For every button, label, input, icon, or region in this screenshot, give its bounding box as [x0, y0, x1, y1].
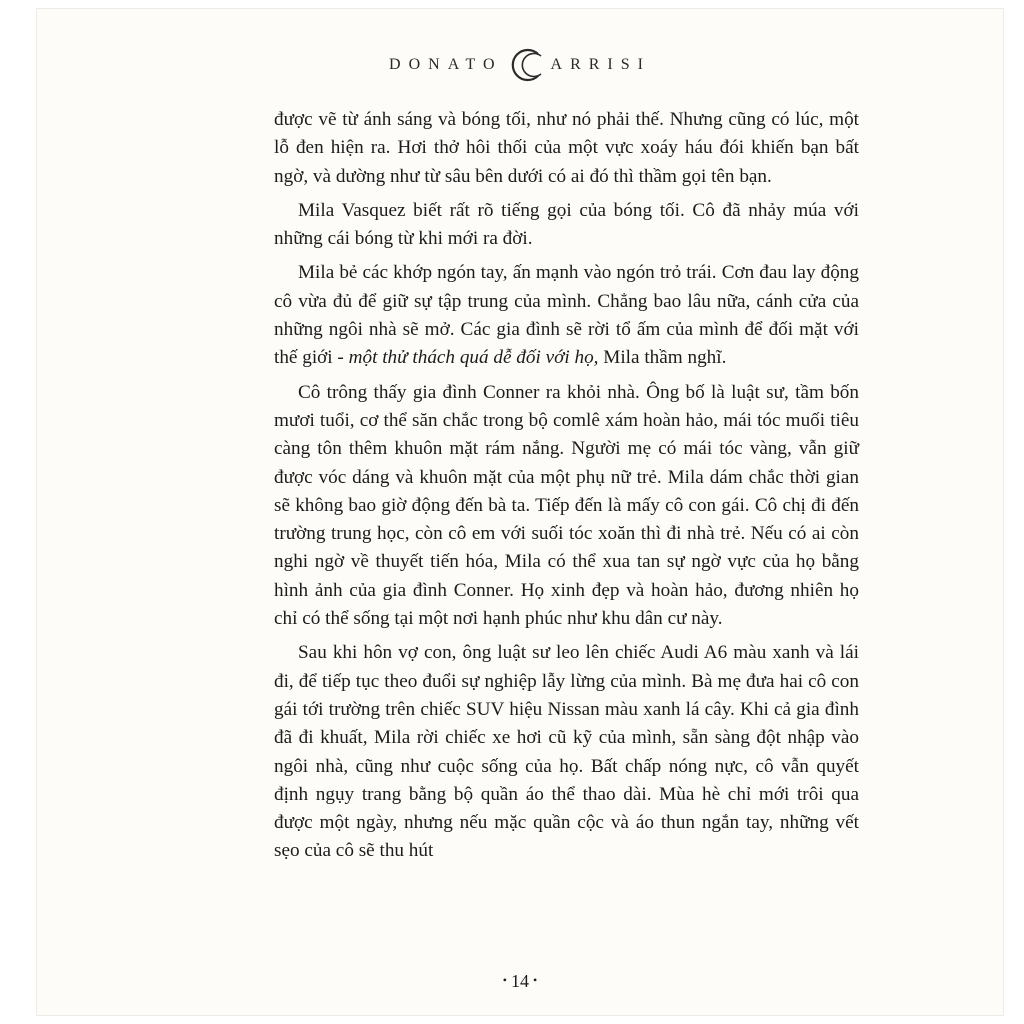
paragraph: được vẽ từ ánh sáng và bóng tối, như nó phải thế. Nhưng cũng có lúc, một lỗ đen hiện ra. Hơi thở hôi thối của một vực xoáy háu đói khiến bạn bất ngờ, và dường như từ sâu bên dưới có ai đó thì thầm gọi tên bạn. [274, 109, 859, 187]
running-header [37, 45, 1003, 85]
page-number: 14 [511, 971, 529, 991]
author-name-rest: ARRISI [550, 56, 651, 73]
author-name-first: DONATO [389, 56, 503, 73]
paragraph-text: Mila thầm nghĩ. [598, 347, 727, 369]
paragraph-text: Mila bẻ các khớp ngón tay, ấn mạnh vào ngón trỏ trái. Cơn đau lay động cô vừa đủ để giữ sự tập trung của mình. Chẳng bao lâu nữa, cánh cửa của những ngôi nhà sẽ mở. Các gia đình sẽ rời tổ ấm của mình để đối mặt với thế giới - [274, 262, 859, 369]
bullet-icon: • [533, 973, 538, 987]
bullet-icon: • [502, 973, 507, 987]
book-page [36, 8, 1004, 1016]
body-text [274, 106, 859, 872]
paragraph: Mila Vasquez biết rất rõ tiếng gọi của bóng tối. Cô đã nhảy múa với những cái bóng từ khi mới ra đời. [274, 199, 859, 250]
author-logo-icon [507, 45, 547, 85]
paragraph: Cô trông thấy gia đình Conner ra khỏi nhà. Ông bố là luật sư, tầm bốn mươi tuổi, cơ thể săn chắc trong bộ comlê xám hoàn hảo, mái tóc muối tiêu càng tôn thêm khuôn mặt rám nắng. Người mẹ có mái tóc vàng, vẫn giữ được vóc dáng và khuôn mặt của một phụ nữ trẻ. Mila dám chắc thời gian sẽ không bao giờ động đến bà ta. Tiếp đến là mấy cô con gái. Cô chị đi đến trường trung học, còn cô em với suối tóc xoăn thì đi nhà trẻ. Nếu có ai còn nghi ngờ về thuyết tiến hóa, Mila có thể xua tan sự ngờ vực của họ bằng hình ảnh của gia đình Conner. Họ xinh đẹp và hoàn hảo, đương nhiên họ chỉ có thể sống tại một nơi hạnh phúc như khu dân cư này. [274, 381, 859, 630]
paragraph: Sau khi hôn vợ con, ông luật sư leo lên chiếc Audi A6 màu xanh và lái đi, để tiếp tục theo đuổi sự nghiệp lẫy lừng của mình. Bà mẹ đưa hai cô con gái tới trường trên chiếc SUV hiệu Nissan màu xanh lá cây. Khi cả gia đình đã đi khuất, Mila rời chiếc xe hơi cũ kỹ của mình, sẵn sàng đột nhập vào ngôi nhà, cũng như cuộc sống của họ. Bất chấp nóng nực, cô vẫn quyết định ngụy trang bằng bộ quần áo thể thao dài. Mùa hè chỉ mới trôi qua được một ngày, nhưng nếu mặc quần cộc và áo thun ngắn tay, những vết sẹo của cô sẽ thu hút [274, 642, 859, 862]
italic-thought: một thử thách quá dễ đối với họ, [348, 347, 599, 369]
page-footer [37, 971, 1003, 992]
paragraph [274, 259, 859, 372]
